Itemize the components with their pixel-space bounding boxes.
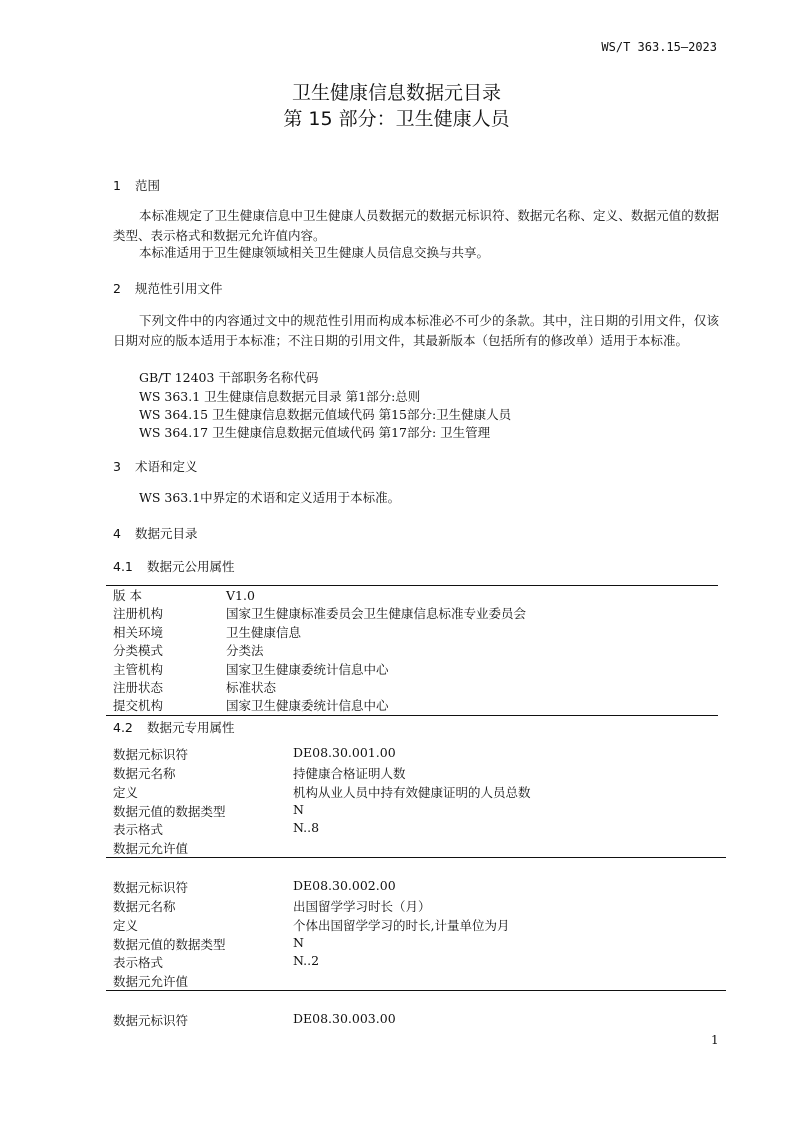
attribute-key: 数据元值的数据类型 (113, 937, 226, 952)
property-value: 标准状态 (226, 680, 277, 695)
attribute-value: N (293, 935, 304, 950)
table-row (0, 679, 793, 697)
property-value: 国家卫生健康委统计信息中心 (226, 698, 389, 713)
table-row (0, 697, 793, 715)
document-title: 卫生健康信息数据元目录 (291, 82, 501, 104)
table-row (0, 972, 793, 990)
property-value: 国家卫生健康标准委员会卫生健康信息标准专业委员会 (226, 606, 527, 621)
table-row (0, 916, 793, 934)
attribute-value: N..2 (293, 953, 320, 968)
property-value: 分类法 (226, 643, 264, 658)
attribute-value: N (293, 802, 304, 817)
attribute-key: 数据元标识符 (113, 1013, 189, 1028)
section-4-heading (113, 524, 198, 542)
attribute-value: DE08.30.003.00 (293, 1011, 396, 1026)
section-number: 4.2 (113, 720, 133, 735)
reference-item: WS 364.17 卫生健康信息数据元值域代码 第17部分: 卫生管理 (139, 425, 491, 440)
standard-code: WS/T 363.15—2023 (601, 40, 717, 54)
reference-item: WS 364.15 卫生健康信息数据元值域代码 第15部分:卫生健康人员 (139, 407, 512, 422)
property-value: 卫生健康信息 (226, 625, 302, 640)
section-title: 数据元目录 (135, 526, 198, 541)
section-1-paragraph-2: 本标准适用于卫生健康领域相关卫生健康人员信息交换与共享。 (139, 245, 490, 260)
table-row (0, 897, 793, 915)
attribute-key: 数据元值的数据类型 (113, 804, 226, 819)
attribute-value: 个体出国留学学习的时长,计量单位为月 (293, 918, 510, 933)
page-number: 1 (711, 1033, 719, 1047)
element-divider (106, 857, 726, 858)
attribute-key: 数据元标识符 (113, 747, 189, 762)
table-row (0, 953, 793, 971)
section-number: 4.1 (113, 559, 133, 574)
section-3-heading (113, 457, 198, 475)
table-row (0, 661, 793, 679)
attribute-key: 数据元名称 (113, 766, 176, 781)
attribute-key: 数据元允许值 (113, 974, 189, 989)
attribute-key: 定义 (113, 785, 139, 800)
table-bottom-rule (106, 715, 718, 716)
reference-item: GB/T 12403 干部职务名称代码 (139, 370, 319, 385)
attribute-key: 数据元名称 (113, 899, 176, 914)
property-key: 主管机构 (113, 662, 164, 677)
attribute-key: 数据元标识符 (113, 880, 189, 895)
section-title: 数据元专用属性 (147, 720, 235, 735)
section-2-heading (113, 279, 223, 297)
document-subtitle: 第 15 部分：卫生健康人员 (283, 108, 510, 130)
property-value: 国家卫生健康委统计信息中心 (226, 662, 389, 677)
element-divider (106, 990, 726, 991)
property-key: 版 本 (113, 588, 142, 603)
attribute-value: 出国留学学习时长（月） (293, 899, 431, 914)
section-3-paragraph-1: WS 363.1中界定的术语和定义适用于本标准。 (139, 490, 401, 505)
attribute-key: 数据元允许值 (113, 841, 189, 856)
property-key: 相关环境 (113, 625, 164, 640)
table-row (0, 642, 793, 660)
attribute-key: 定义 (113, 918, 139, 933)
table-row (0, 1011, 793, 1029)
section-number: 2 (113, 281, 121, 296)
property-key: 注册状态 (113, 680, 164, 695)
section-title: 规范性引用文件 (135, 281, 223, 296)
table-row (0, 820, 793, 838)
table-row (0, 935, 793, 953)
section-number: 1 (113, 178, 121, 193)
property-key: 注册机构 (113, 606, 164, 621)
attribute-key: 表示格式 (113, 822, 164, 837)
section-title: 数据元公用属性 (147, 559, 235, 574)
reference-item: WS 363.1 卫生健康信息数据元目录 第1部分:总则 (139, 389, 421, 404)
section-title: 范围 (135, 178, 161, 193)
attribute-value: DE08.30.001.00 (293, 745, 396, 760)
table-row (0, 745, 793, 763)
table-row (0, 802, 793, 820)
attribute-key: 表示格式 (113, 955, 164, 970)
table-row (0, 587, 793, 605)
attribute-value: N..8 (293, 820, 320, 835)
section-1-paragraph-1: 本标准规定了卫生健康信息中卫生健康人员数据元的数据元标识符、数据元名称、定义、数据元值的数据类型、表示格式和数据元允许值内容。 (113, 208, 719, 243)
table-row (0, 764, 793, 782)
table-row (0, 783, 793, 801)
table-row (0, 624, 793, 642)
property-key: 分类模式 (113, 643, 164, 658)
section-number: 4 (113, 526, 121, 541)
attribute-value: DE08.30.002.00 (293, 878, 396, 893)
section-2-paragraph-1: 下列文件中的内容通过文中的规范性引用而构成本标准必不可少的条款。其中，注日期的引用文件，仅该日期对应的版本适用于本标准；不注日期的引用文件，其最新版本（包括所有的修改单）适用于本标准。 (113, 313, 719, 348)
section-4-1-heading (113, 557, 235, 575)
table-top-rule (106, 585, 718, 586)
table-row (0, 878, 793, 896)
section-4-2-heading (113, 718, 235, 736)
attribute-value: 持健康合格证明人数 (293, 766, 406, 781)
table-row (0, 839, 793, 857)
section-title: 术语和定义 (135, 459, 198, 474)
section-1-heading (113, 176, 160, 194)
section-number: 3 (113, 459, 121, 474)
table-row (0, 605, 793, 623)
property-value: V1.0 (226, 588, 255, 603)
property-key: 提交机构 (113, 698, 164, 713)
attribute-value: 机构从业人员中持有效健康证明的人员总数 (293, 785, 531, 800)
